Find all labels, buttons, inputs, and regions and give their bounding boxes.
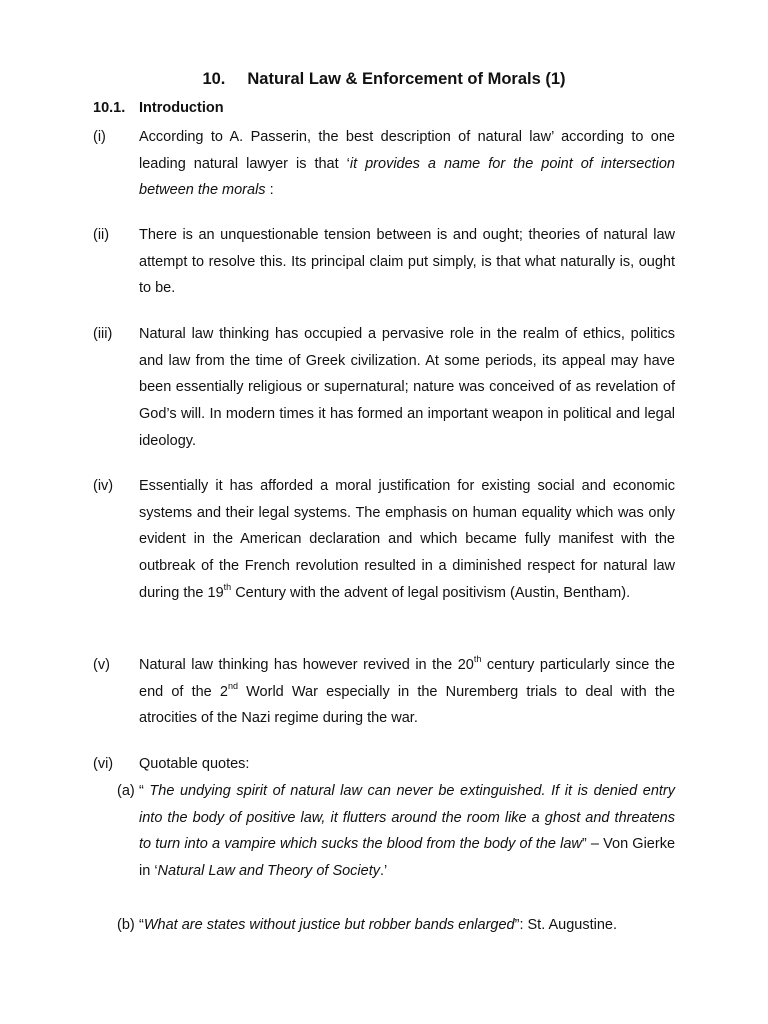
quote-item: [93, 778, 675, 885]
section-heading: [93, 100, 224, 116]
paragraph-label: (i): [93, 129, 106, 145]
text-run: .’: [380, 863, 388, 880]
quote-text: [139, 912, 675, 939]
paragraph-label: (ii): [93, 227, 110, 243]
section-title: Introduction: [139, 100, 224, 116]
italic-text: What are states without justice but robber bands enlarged: [143, 917, 515, 933]
quote-text: [139, 778, 675, 885]
quote-label: (a): [117, 783, 135, 799]
text-run: “: [139, 917, 144, 933]
paragraph-item: [93, 222, 675, 302]
paragraph-label: (iv): [93, 478, 114, 494]
text-run: Quotable quotes:: [139, 756, 250, 772]
italic-text: The undying spirit of natural law can never be extinguished. If it is denied entry into the body of positive law, it flutters around the room like a ghost and threatens to turn into a vampire which sucks the blood from the body of the law: [139, 783, 676, 853]
chapter-title: Natural Law & Enforcement of Morals (1): [247, 70, 566, 88]
paragraph-text: [139, 473, 675, 607]
superscript-text: th: [473, 654, 482, 665]
section-number: 10.1.: [93, 100, 126, 116]
quote-item: [93, 912, 675, 939]
paragraph-text: [139, 124, 675, 204]
paragraph-text: [139, 652, 675, 732]
paragraph-item: [93, 473, 675, 607]
italic-text: Natural Law and Theory of Society: [157, 863, 380, 880]
chapter-number: 10.: [202, 70, 226, 88]
paragraph-text: [139, 321, 675, 455]
text-run: Natural law thinking has however revived in the 20: [139, 657, 474, 673]
text-run: Century with the advent of legal positivism (Austin, Bentham).: [231, 584, 631, 601]
text-run: :: [265, 182, 274, 199]
paragraph-item: [93, 321, 675, 455]
text-run: Essentially it has afforded a moral justification for existing social and economic systems and their legal systems. The emphasis on human equality which was only evident in the American declaration and which became fully manifest with the outbreak of the French revolution resulted in a diminished respect for natural law during the 19: [139, 478, 675, 601]
quote-label: (b): [117, 917, 135, 933]
paragraph-label: (vi): [93, 756, 114, 772]
text-run: According to A. Passerin, the best description of natural law’ according to one leading natural lawyer is that ‘: [139, 129, 675, 172]
paragraph-text: [139, 751, 675, 778]
paragraph-label: (v): [93, 657, 110, 673]
text-run: “: [139, 783, 150, 799]
superscript-text: nd: [227, 680, 238, 691]
page-title: [0, 70, 768, 89]
text-run: There is an unquestionable tension between is and ought; theories of natural law attempt to resolve this. Its principal claim put simply, is that what naturally is, ought to be.: [139, 227, 675, 297]
paragraph-item: [93, 652, 675, 732]
superscript-text: th: [223, 581, 232, 592]
text-run: World War especially in the Nuremberg trials to deal with the atrocities of the Nazi regime during the war.: [139, 683, 675, 727]
paragraph-item: [93, 124, 675, 204]
text-run: Natural law thinking has occupied a pervasive role in the realm of ethics, politics and law from the time of Greek civilization. At some periods, its appeal may have been essentially religious or supernatural; nature was conceived of as revelation of God’s will. In modern times it has formed an important weapon in political and legal ideology.: [139, 326, 675, 449]
paragraph-label: (iii): [93, 326, 113, 342]
text-run: century particularly since the end of the 2: [139, 657, 675, 700]
paragraph-item: [93, 751, 675, 778]
italic-text: it provides a name for the point of intersection between the morals: [139, 155, 675, 199]
text-run: ” – Von Gierke in ‘: [139, 836, 676, 880]
text-run: ”: St. Augustine.: [514, 917, 617, 933]
paragraph-text: [139, 222, 675, 302]
